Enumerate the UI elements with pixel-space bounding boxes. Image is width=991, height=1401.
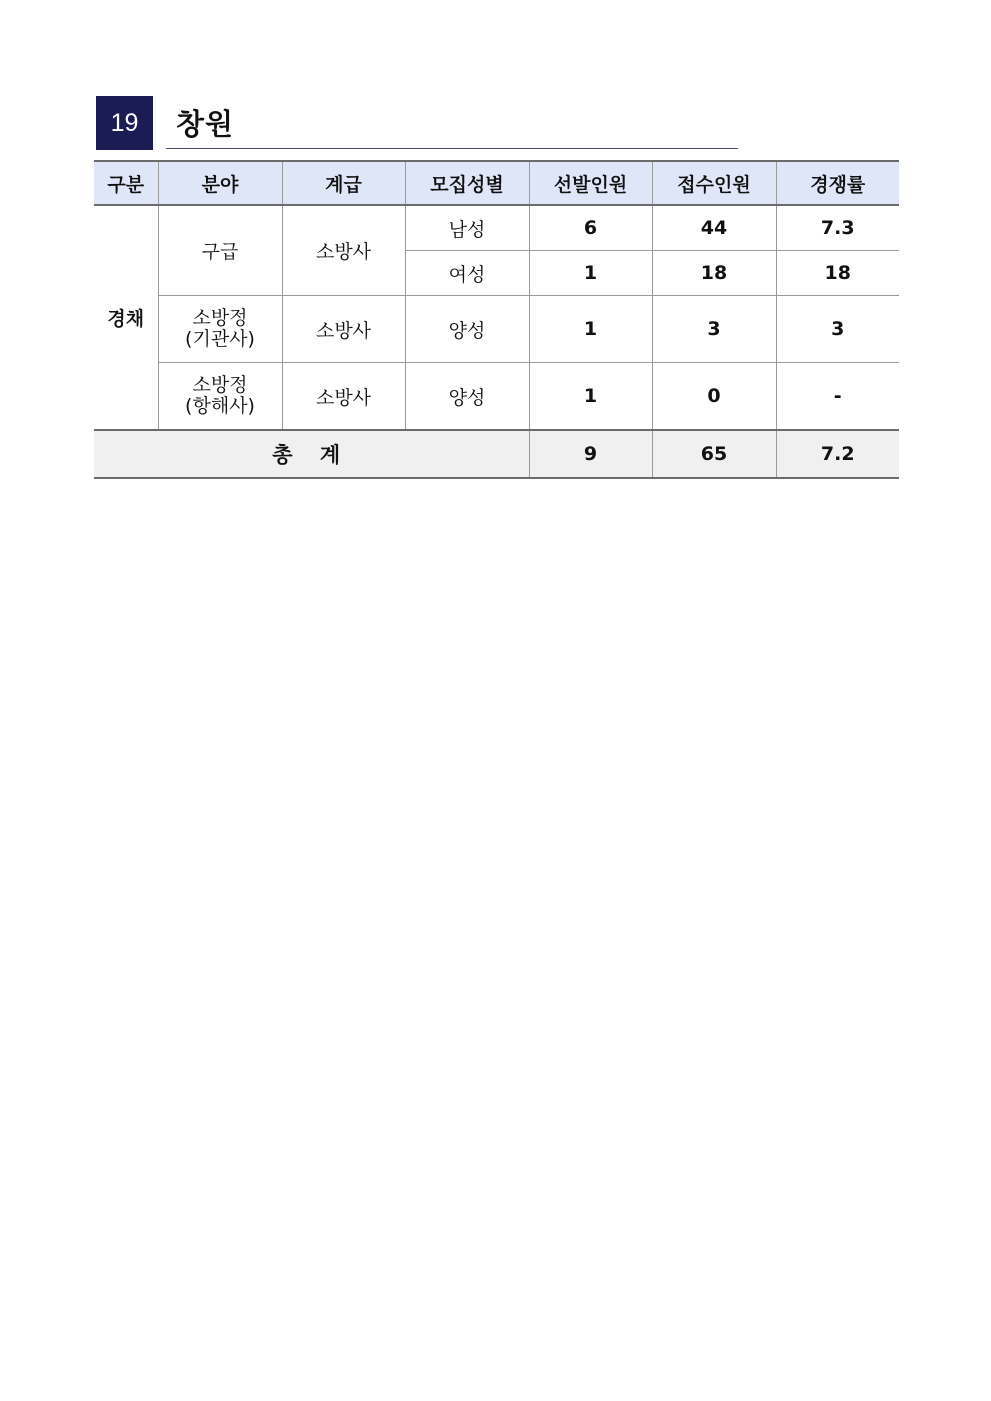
selected-cell: 1 [529,363,652,431]
gender-cell: 남성 [405,205,529,251]
field-line-2: (항해사) [185,395,255,417]
rank-cell: 소방사 [282,205,405,296]
field-line-2: (기관사) [185,328,255,350]
selected-cell: 6 [529,205,652,251]
selected-cell: 1 [529,251,652,296]
total-row [94,430,899,478]
header-ratio: 경쟁률 [776,161,899,205]
table-header-row [94,161,899,205]
field-cell: 구급 [158,205,282,296]
ratio-cell: - [776,363,899,431]
total-label: 총 계 [94,430,529,478]
section-number-badge: 19 [96,96,153,150]
header-selected: 선발인원 [529,161,652,205]
selected-cell: 1 [529,296,652,363]
gender-cell: 양성 [405,296,529,363]
header-rank: 계급 [282,161,405,205]
table-row [94,296,899,363]
applied-cell: 44 [652,205,776,251]
applied-cell: 0 [652,363,776,431]
applied-cell: 3 [652,296,776,363]
ratio-cell: 3 [776,296,899,363]
ratio-cell: 18 [776,251,899,296]
field-cell [158,363,282,431]
applied-cell: 18 [652,251,776,296]
gender-cell: 여성 [405,251,529,296]
table-row [94,205,899,251]
field-line-1: 소방정 [192,307,248,329]
category-cell: 경채 [94,205,158,430]
gender-cell: 양성 [405,363,529,431]
field-cell [158,296,282,363]
table-row [94,363,899,431]
ratio-cell: 7.3 [776,205,899,251]
rank-cell: 소방사 [282,296,405,363]
section-divider [166,148,738,149]
total-selected: 9 [529,430,652,478]
header-field: 분야 [158,161,282,205]
header-gender: 모집성별 [405,161,529,205]
field-line-1: 소방정 [192,374,248,396]
header-applied: 접수인원 [652,161,776,205]
header-category: 구분 [94,161,158,205]
total-applied: 65 [652,430,776,478]
section-title: 창원 [176,107,235,141]
section-header [96,96,740,152]
total-ratio: 7.2 [776,430,899,478]
recruitment-table [94,160,899,479]
rank-cell: 소방사 [282,363,405,431]
